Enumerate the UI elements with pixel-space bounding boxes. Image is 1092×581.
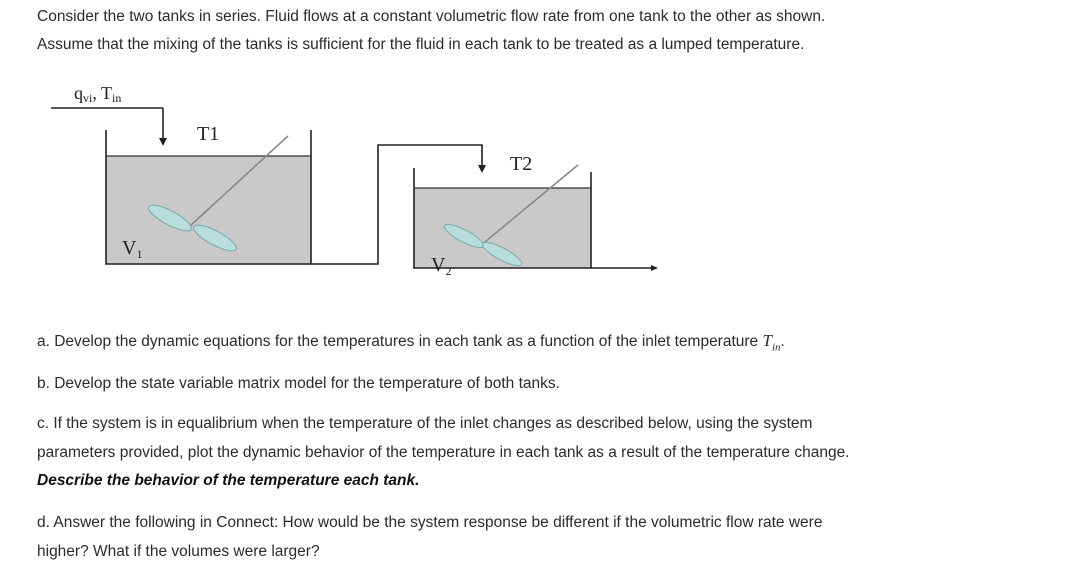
question-c-line-3: Describe the behavior of the temperature each tank. — [37, 472, 420, 489]
connecting-arrow-icon — [478, 165, 486, 173]
inlet-arrow-icon — [159, 138, 167, 146]
volume-2-label: $V_2$ — [431, 254, 452, 278]
volume-1-label: $V_1$ — [122, 237, 143, 261]
outlet-arrow-icon — [651, 265, 658, 271]
inlet-label: qvi, Tin — [74, 83, 122, 105]
inlet-pipe — [51, 108, 163, 140]
question-d-line-2: higher? What if the volumes were larger? — [37, 543, 320, 560]
question-c-line-1: c. If the system is in equalibrium when the temperature of the inlet changes as described below, using the system — [37, 415, 813, 432]
intro-line-2: Assume that the mixing of the tanks is sufficient for the fluid in each tank to be treated as a lumped temperature. — [37, 36, 805, 53]
question-b: b. Develop the state variable matrix model for the temperature of both tanks. — [37, 375, 560, 392]
intro-line-1: Consider the two tanks in series. Fluid flows at a constant volumetric flow rate from one tank to the other as shown. — [37, 8, 826, 25]
question-c-line-2: parameters provided, plot the dynamic behavior of the temperature in each tank as a result of the temperature change. — [37, 444, 850, 461]
question-d-line-1: d. Answer the following in Connect: How would be the system response be different if the volumetric flow rate were — [37, 514, 823, 531]
question-a: a. Develop the dynamic equations for the temperatures in each tank as a function of the inlet temperature $T_{in}$. — [37, 331, 785, 354]
tank-2-label: T2 — [510, 153, 533, 175]
tank-1-label: T1 — [197, 123, 220, 145]
